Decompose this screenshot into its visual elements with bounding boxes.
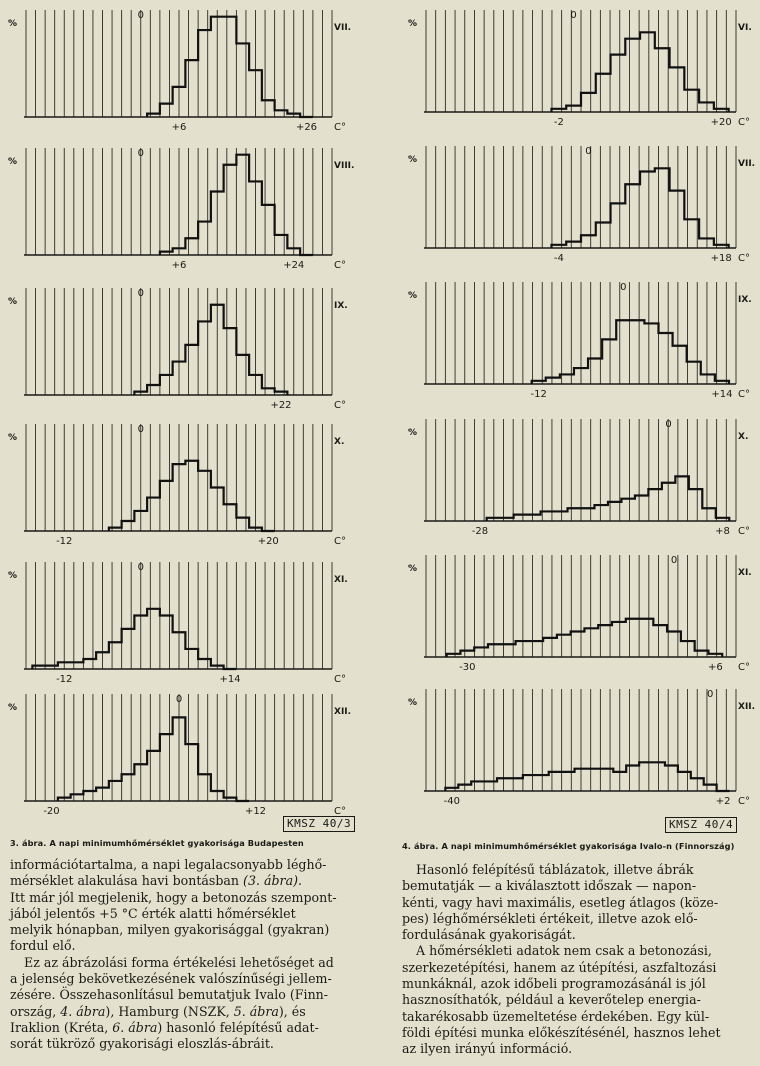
histogram-bar	[640, 172, 655, 249]
text-line: A hőmérsékleti adatok nem csak a betonozási,	[416, 943, 712, 959]
fig4-caption: 4. ábra. A napi minimumhőmérséklet gyakorisága Ivalo-n (Finnország)	[402, 841, 735, 851]
histogram-bar	[185, 345, 198, 395]
histogram-bar	[640, 32, 655, 112]
histogram-bar	[673, 346, 687, 384]
figure-ref: (3. ábra).	[243, 873, 302, 889]
histogram-bar	[596, 223, 611, 249]
fig3-chart-ix	[4, 282, 354, 417]
histogram-bar	[147, 114, 160, 117]
histogram-bar	[655, 48, 670, 112]
histogram-bar	[549, 772, 562, 791]
tick-label: +14	[219, 674, 241, 685]
histogram-bar	[611, 203, 626, 248]
fig3-chart-xi	[4, 556, 354, 691]
histogram-bar	[211, 305, 224, 395]
x-unit-label: C°	[334, 806, 346, 817]
month-label: X.	[334, 437, 345, 447]
histogram-bar	[630, 320, 644, 384]
histogram-bar	[484, 781, 497, 791]
histogram-bar	[211, 488, 224, 531]
tick-label: +6	[707, 662, 723, 673]
x-unit-label: C°	[738, 796, 750, 807]
histogram-bar	[83, 659, 96, 669]
histogram-bar	[109, 528, 122, 531]
histogram-bar	[684, 219, 699, 248]
month-label: VII.	[334, 23, 352, 33]
histogram-bar	[185, 238, 198, 255]
histogram-bar	[198, 321, 211, 395]
histogram-bar	[445, 788, 458, 791]
tick-label: 0	[137, 424, 144, 435]
histogram-bar	[262, 100, 275, 117]
histogram-bar	[160, 104, 173, 117]
fig3-caption: 3. ábra. A napi minimumhőmérséklet gyakorisága Budapesten	[10, 838, 304, 848]
right-paragraph-2	[402, 943, 754, 1057]
text-line: fordul elő.	[10, 938, 76, 954]
histogram-bar	[502, 644, 516, 657]
histogram-bar	[670, 191, 685, 248]
y-axis-label: %	[408, 291, 418, 301]
histogram-bar	[160, 616, 173, 670]
text-line: Ez az ábrázolási forma értékelési lehetőséget ad	[24, 954, 334, 970]
x-unit-label: C°	[334, 536, 346, 547]
histogram-bar	[236, 355, 249, 395]
histogram-bar	[639, 762, 652, 791]
fig4-chart-xii	[404, 683, 758, 813]
histogram-bar	[523, 775, 536, 791]
histogram-bar	[224, 504, 237, 531]
histogram-bar	[566, 242, 581, 248]
figure-ref: 5. ábra	[233, 1003, 279, 1019]
month-label: X.	[738, 432, 749, 442]
histogram-bar	[600, 769, 613, 791]
text-line: az ilyen irányú információ.	[402, 1041, 573, 1057]
fig3-chart-vii	[4, 4, 354, 139]
histogram-bar	[236, 155, 249, 255]
x-unit-label: C°	[738, 389, 750, 400]
tick-label: +6	[171, 260, 187, 271]
tick-label: -12	[530, 389, 547, 400]
histogram-bar	[275, 392, 288, 395]
histogram-bar	[626, 619, 640, 657]
histogram-bar	[571, 632, 585, 658]
text-line: ) hasonló felépítésű adat-	[157, 1019, 319, 1035]
histogram-bar	[584, 628, 598, 657]
histogram-bar	[652, 762, 665, 791]
text-line: pes) léghőmérsékleti értékeit, illetve azok elő-	[402, 910, 698, 926]
fig4-chart-vi	[404, 4, 758, 134]
tick-label: +20	[257, 536, 279, 547]
tick-label: 0	[137, 562, 144, 573]
histogram-bar	[211, 791, 224, 801]
y-axis-label: %	[408, 155, 418, 165]
histogram-bar	[224, 798, 237, 801]
histogram-bar	[275, 110, 288, 117]
histogram-bar	[71, 662, 84, 669]
histogram-bar	[173, 362, 186, 395]
right-paragraph-1	[402, 862, 754, 943]
histogram-bar	[644, 323, 658, 384]
histogram-bar	[716, 518, 729, 521]
histogram-bar	[134, 511, 147, 531]
histogram-bar	[160, 481, 173, 531]
histogram-bar	[173, 632, 186, 669]
histogram-bar	[640, 619, 654, 657]
text-line: Hasonló felépítésű táblázatok, illetve ábrák	[416, 862, 694, 877]
histogram-bar	[211, 17, 224, 117]
histogram-bar	[655, 168, 670, 248]
text-line: ), Hamburg (NSZK,	[105, 1003, 234, 1019]
histogram-bar	[659, 333, 673, 384]
histogram-bar	[173, 717, 186, 801]
histogram-bar	[287, 114, 300, 117]
text-line: ), és	[278, 1003, 306, 1019]
histogram-bar	[262, 388, 275, 395]
histogram-bar	[147, 751, 160, 801]
y-axis-label: %	[408, 19, 418, 29]
month-label: XII.	[738, 702, 756, 712]
left-paragraph-2	[10, 955, 360, 1053]
fig4-chart-xi	[404, 549, 758, 679]
histogram-bar	[58, 798, 71, 801]
histogram-bar	[109, 642, 122, 669]
histogram-bar	[699, 102, 714, 112]
histogram-bar	[557, 635, 571, 657]
tick-label: 0	[620, 282, 627, 293]
y-axis-label: %	[8, 433, 18, 443]
histogram-bar	[510, 778, 523, 791]
histogram-bar	[532, 381, 546, 384]
histogram-bar	[527, 515, 540, 521]
histogram-bar	[678, 772, 691, 791]
tick-label: -12	[56, 536, 73, 547]
histogram-bar	[275, 235, 288, 255]
histogram-bar	[173, 248, 186, 255]
tick-label: -12	[56, 674, 73, 685]
text-line: Iraklion (Kréta,	[10, 1019, 113, 1035]
figure-ref: 4. ábra	[60, 1003, 106, 1019]
text-line: zésére. Összehasonlításul bemutatjuk Ivalo (Finn-	[10, 987, 329, 1003]
tick-label: +8	[715, 526, 730, 537]
y-axis-label: %	[8, 157, 18, 167]
histogram-bar	[147, 609, 160, 669]
histogram-bar	[224, 328, 237, 395]
histogram-bar	[224, 165, 237, 255]
histogram-bar	[662, 483, 675, 521]
histogram-bar	[575, 769, 588, 791]
histogram-bar	[611, 55, 626, 112]
histogram-bar	[667, 632, 681, 658]
histogram-bar	[704, 785, 717, 791]
histogram-bar	[568, 508, 581, 521]
histogram-bar	[562, 772, 575, 791]
histogram-bar	[122, 521, 135, 531]
histogram-bar	[621, 499, 634, 521]
histogram-bar	[249, 375, 262, 395]
histogram-bar	[83, 791, 96, 801]
histogram-bar	[566, 106, 581, 112]
histogram-bar	[185, 461, 198, 531]
histogram-bar	[236, 518, 249, 531]
histogram-bar	[198, 222, 211, 255]
x-unit-label: C°	[738, 526, 750, 537]
histogram-bar	[185, 60, 198, 117]
histogram-bar	[702, 508, 715, 521]
histogram-bar	[224, 17, 237, 117]
month-label: XI.	[334, 575, 348, 585]
histogram-bar	[626, 766, 639, 792]
histogram-bar	[701, 374, 715, 384]
histogram-bar	[602, 339, 616, 384]
histogram-bar	[262, 205, 275, 255]
histogram-bar	[109, 781, 122, 801]
tick-label: +6	[171, 122, 187, 133]
histogram-bar	[516, 641, 530, 657]
fig3-chart-xii	[4, 688, 354, 823]
histogram-bar	[514, 515, 527, 521]
histogram-bar	[198, 774, 211, 801]
histogram-bar	[122, 629, 135, 669]
fig3-chart-viii	[4, 142, 354, 277]
tick-label: -30	[459, 662, 476, 673]
fig4-chart-vii	[404, 140, 758, 270]
text-line: bemutatják — a kiválasztott időszak — napon-	[402, 878, 697, 894]
text-line: munkáknál, azok időbeli programozásánál is jól	[402, 976, 706, 992]
tick-label: +14	[711, 389, 733, 400]
tick-label: 0	[670, 555, 678, 566]
histogram-bar	[689, 489, 702, 521]
histogram-bar	[551, 109, 566, 112]
histogram-bar	[543, 638, 557, 657]
histogram-bar	[185, 649, 198, 669]
histogram-bar	[173, 87, 186, 117]
histogram-bar	[616, 320, 630, 384]
histogram-bar	[581, 235, 596, 248]
fig4-chart-x	[404, 413, 758, 543]
histogram-bar	[198, 30, 211, 117]
fig3-code-box: KMSZ 40/3	[283, 816, 355, 832]
left-paragraph-1	[10, 857, 360, 955]
histogram-bar	[474, 647, 488, 657]
month-label: IX.	[738, 295, 752, 305]
x-unit-label: C°	[738, 662, 750, 673]
histogram-bar	[198, 471, 211, 531]
histogram-bar	[625, 184, 640, 248]
y-axis-label: %	[8, 571, 18, 581]
histogram-bar	[71, 794, 84, 801]
histogram-bar	[560, 374, 574, 384]
histogram-bar	[45, 666, 58, 669]
histogram-bar	[541, 511, 554, 521]
y-axis-label: %	[8, 19, 18, 29]
tick-label: -40	[443, 796, 461, 807]
histogram-bar	[96, 788, 109, 801]
histogram-bar	[185, 744, 198, 801]
histogram-bar	[612, 622, 626, 657]
histogram-bar	[58, 662, 71, 669]
y-axis-label: %	[408, 698, 418, 708]
histogram-bar	[529, 641, 543, 657]
text-line: információtartalma, a napi legalacsonyabb léghő-	[10, 857, 327, 872]
tick-label: +22	[270, 400, 292, 411]
tick-label: +18	[710, 253, 732, 264]
histogram-bar	[546, 378, 560, 384]
histogram-bar	[684, 90, 699, 112]
text-line: hasznosíthatók, például a keverőtelep energia-	[402, 992, 701, 1008]
histogram-bar	[160, 734, 173, 801]
tick-label: 0	[137, 288, 144, 299]
histogram-bar	[587, 769, 600, 791]
histogram-bar	[714, 245, 729, 248]
histogram-bar	[648, 489, 661, 521]
histogram-bar	[574, 368, 588, 384]
histogram-bar	[32, 666, 45, 669]
histogram-bar	[249, 70, 262, 117]
x-unit-label: C°	[334, 122, 346, 133]
histogram-bar	[211, 191, 224, 255]
histogram-bar	[635, 496, 648, 522]
histogram-bar	[211, 666, 224, 669]
histogram-bar	[699, 238, 714, 248]
month-label: IX.	[334, 301, 348, 311]
histogram-bar	[500, 518, 513, 521]
text-line: Itt már jól megjelenik, hogy a betonozás szempont-	[10, 889, 337, 905]
tick-label: -2	[553, 117, 564, 128]
histogram-bar	[249, 181, 262, 255]
tick-label: 0	[570, 10, 577, 21]
histogram-bar	[471, 781, 484, 791]
text-line: földi építési munka előkészítésénél, hasznos lehet	[402, 1024, 721, 1040]
histogram-bar	[147, 498, 160, 531]
histogram-bar	[173, 464, 186, 531]
fig4-chart-ix	[404, 276, 758, 406]
text-line: szerkezetépítési, hanem az útépítési, aszfaltozási	[402, 959, 717, 975]
fig3-chart-x	[4, 418, 354, 553]
x-unit-label: C°	[738, 253, 750, 264]
text-line: takarékosabb üzemeltetése érdekében. Egy kül-	[402, 1008, 710, 1024]
text-line: ország,	[10, 1003, 61, 1019]
histogram-bar	[594, 505, 607, 521]
histogram-bar	[581, 93, 596, 112]
histogram-bar	[625, 39, 640, 112]
y-axis-label: %	[408, 564, 418, 574]
histogram-bar	[653, 625, 667, 657]
month-label: XII.	[334, 707, 352, 717]
histogram-bar	[554, 511, 567, 521]
histogram-bar	[581, 508, 594, 521]
histogram-bar	[588, 359, 602, 385]
histogram-bar	[160, 375, 173, 395]
histogram-bar	[687, 362, 701, 384]
histogram-bar	[695, 651, 709, 657]
histogram-bar	[691, 778, 704, 791]
histogram-bar	[236, 43, 249, 117]
histogram-bar	[134, 764, 147, 801]
histogram-bar	[460, 651, 474, 657]
text-line: melyik hónapban, milyen gyakorisággal (gyakran)	[10, 922, 330, 938]
histogram-bar	[249, 528, 262, 531]
tick-label: +24	[283, 260, 305, 271]
histogram-bar	[608, 502, 621, 521]
histogram-bar	[596, 74, 611, 112]
y-axis-label: %	[8, 703, 18, 713]
histogram-bar	[714, 109, 729, 112]
histogram-bar	[665, 766, 678, 792]
right-text-column	[402, 862, 754, 1058]
y-axis-label: %	[8, 297, 18, 307]
tick-label: -28	[471, 526, 489, 537]
histogram-bar	[122, 774, 135, 801]
tick-label: 0	[585, 146, 592, 157]
histogram-bar	[487, 518, 500, 521]
month-label: XI.	[738, 568, 752, 578]
tick-label: +2	[715, 796, 731, 807]
text-line: sorát tükröző gyakorisági eloszlás-ábráit.	[10, 1036, 274, 1052]
tick-label: 0	[665, 419, 672, 430]
histogram-bar	[458, 785, 471, 791]
histogram-bar	[147, 385, 160, 395]
text-line: mérséklet alakulása havi bontásban	[10, 873, 244, 889]
x-unit-label: C°	[334, 260, 346, 271]
histogram-bar	[96, 652, 109, 669]
histogram-bar	[715, 381, 729, 384]
histogram-bar	[613, 772, 626, 791]
tick-label: +26	[295, 122, 318, 133]
month-label: VIII.	[334, 161, 355, 171]
tick-label: +20	[710, 117, 732, 128]
tick-label: +12	[244, 806, 267, 817]
text-line: jából jelentős +5 °C érték alatti hőmérséklet	[10, 905, 296, 921]
tick-label: 0	[137, 10, 144, 21]
histogram-bar	[134, 616, 147, 670]
text-line: fordulásának gyakoriságát.	[402, 927, 576, 943]
histogram-bar	[488, 644, 502, 657]
month-label: VI.	[738, 23, 752, 33]
x-unit-label: C°	[738, 117, 750, 128]
histogram-bar	[134, 392, 147, 395]
text-line: a jelenség bekövetkezésének valószínűségi jellem-	[10, 971, 332, 987]
tick-label: 0	[175, 694, 183, 705]
histogram-bar	[675, 476, 688, 521]
x-unit-label: C°	[334, 674, 346, 685]
histogram-bar	[536, 775, 549, 791]
histogram-bar	[708, 654, 722, 657]
histogram-bar	[160, 252, 173, 255]
histogram-bar	[681, 641, 695, 657]
histogram-bar	[598, 625, 612, 657]
histogram-bar	[447, 654, 461, 657]
tick-label: -4	[553, 253, 564, 264]
x-unit-label: C°	[334, 400, 346, 411]
histogram-bar	[551, 245, 566, 248]
left-text-column	[10, 857, 360, 1053]
tick-label: 0	[706, 689, 714, 700]
month-label: VII.	[738, 159, 756, 169]
tick-label: -20	[43, 806, 60, 817]
figure-ref: 6. ábra	[112, 1019, 158, 1035]
histogram-bar	[497, 778, 510, 791]
tick-label: 0	[137, 148, 144, 159]
histogram-bar	[198, 659, 211, 669]
fig4-code-box: KMSZ 40/4	[665, 817, 737, 833]
histogram-bar	[670, 67, 685, 112]
y-axis-label: %	[408, 428, 418, 438]
histogram-bar	[287, 248, 300, 255]
text-line: kénti, vagy havi maximális, esetleg átlagos (köze-	[402, 894, 719, 910]
